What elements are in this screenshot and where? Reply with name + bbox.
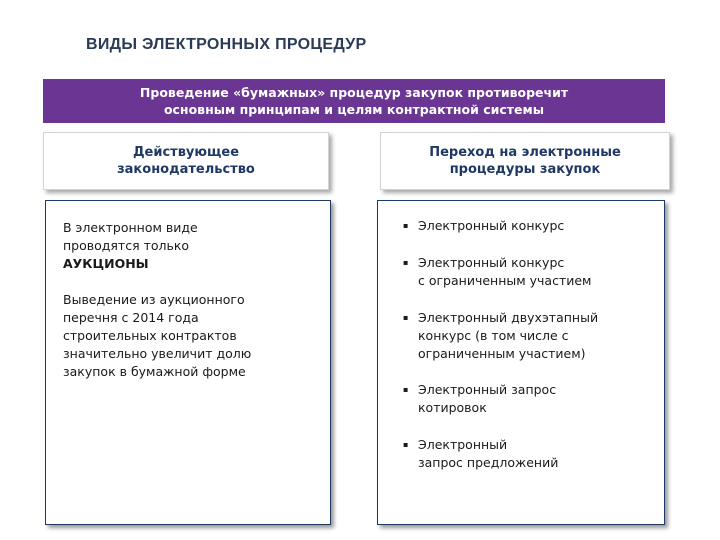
item-line: Электронный конкурс	[418, 255, 565, 270]
banner	[43, 79, 665, 123]
auctions-label: АУКЦИОНЫ	[63, 256, 149, 271]
left-paragraph-2	[63, 291, 251, 381]
text-line: перечня с 2014 года	[63, 310, 199, 325]
bullet-icon: ▪	[403, 221, 409, 230]
right-header-box	[380, 132, 670, 190]
item-line: Электронный запрос	[418, 382, 557, 397]
item-line: с ограниченным участием	[418, 273, 592, 288]
right-header-line: процедуры закупок	[449, 162, 601, 177]
left-header-line: Действующее	[132, 145, 240, 160]
bullet-icon: ▪	[403, 385, 409, 394]
item-line: конкурс (в том числе с	[418, 328, 569, 343]
text-line: строительных контрактов	[63, 328, 237, 343]
item-line: Электронный конкурс	[418, 218, 565, 233]
right-header-line: Переход на электронные	[429, 145, 621, 160]
left-header-box	[43, 132, 329, 190]
item-line: запрос предложений	[418, 455, 559, 470]
text-line: проводятся только	[63, 238, 190, 253]
banner-line: Проведение «бумажных» процедур закупок противоречит	[139, 85, 569, 100]
left-paragraph-1	[63, 219, 198, 273]
item-line: ограниченным участием)	[418, 346, 586, 361]
text-line: значительно увеличит долю	[63, 346, 252, 361]
item-line: котировок	[418, 400, 487, 415]
procedure-item	[403, 436, 558, 472]
bullet-icon: ▪	[403, 258, 409, 267]
procedure-item	[403, 309, 598, 363]
text-line: Выведение из аукционного	[63, 292, 245, 307]
text-line: закупок в бумажной форме	[63, 364, 246, 379]
procedure-item	[403, 217, 564, 235]
bullet-icon: ▪	[403, 313, 409, 322]
item-line: Электронный двухэтапный	[418, 310, 599, 325]
banner-line: основным принципам и целям контрактной системы	[163, 102, 545, 117]
text-line: В электронном виде	[63, 220, 198, 235]
page-title: ВИДЫ ЭЛЕКТРОННЫХ ПРОЦЕДУР	[86, 36, 367, 53]
procedure-item	[403, 254, 592, 290]
left-header-line: законодательство	[117, 162, 255, 177]
procedure-item	[403, 381, 556, 417]
item-line: Электронный	[418, 437, 508, 452]
bullet-icon: ▪	[403, 440, 409, 449]
